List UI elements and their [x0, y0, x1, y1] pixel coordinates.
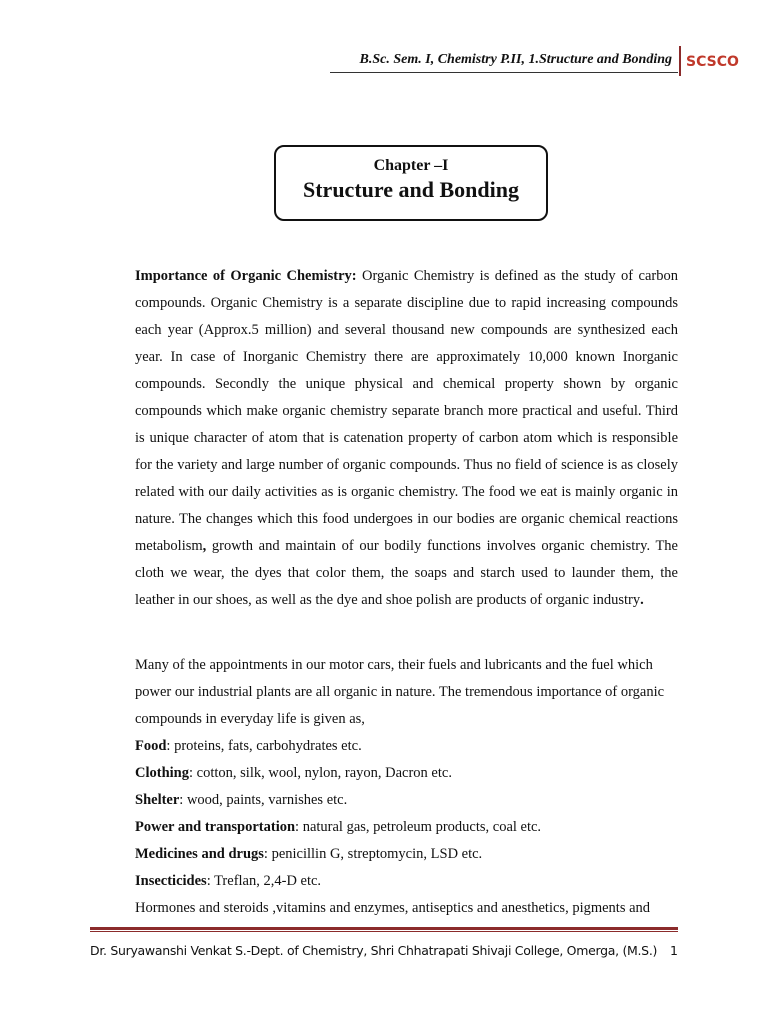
list-item-text: : proteins, fats, carbohydrates etc. [166, 738, 362, 754]
list-item-label: Shelter [135, 792, 180, 808]
paragraph-comma: , [202, 538, 207, 554]
list-item-text: : penicillin G, streptomycin, LSD etc. [263, 846, 483, 862]
paragraph-period: . [640, 592, 644, 608]
list-item [135, 733, 678, 760]
list-item-label: Insecticides [135, 873, 207, 889]
chapter-label: Chapter –I [373, 157, 449, 174]
list-item [135, 787, 678, 814]
list-item-label: Clothing [135, 765, 189, 781]
applications-last-line: Hormones and steroids ,vitamins and enzymes, antiseptics and anesthetics, pigments and [135, 900, 651, 916]
footer-rule-thin [90, 931, 678, 932]
page-footer [90, 940, 678, 962]
header-divider [679, 46, 681, 76]
header-brand: SCSCO [686, 54, 739, 70]
applications-intro: Many of the appointments in our motor cars, their fuels and lubricants and the fuel which power our industrial plants are all organic in nature. The tremendous importance of organic compounds in everyday life is given as, [135, 657, 665, 727]
paragraph-text: Organic Chemistry is defined as the study of carbon compounds. Organic Chemistry is a separate discipline due to rapid increasing compounds each year (Approx.5 million) and several thousand new compounds are synthesized each year. In case of Inorganic Chemistry there are approximately 10,000 known Inorganic compounds. Secondly the unique physical and chemical property shown by organic compounds which make organic chemistry separate branch more practical and useful. Third is unique character of atom that is catenation property of carbon atom which is responsible for the variety and large number of organic compounds. Thus no field of science is as closely related with our daily activities as is organic chemistry. The food we eat is mainly organic in nature. The changes which this food undergoes in our bodies are organic chemical reactions metabolism [135, 268, 678, 554]
list-item-label: Food [135, 738, 167, 754]
chapter-title: Structure and Bonding [303, 177, 519, 202]
paragraph-text-continued: growth and maintain of our bodily functions involves organic chemistry. The cloth we wear, the dyes that color them, the soaps and starch used to launder them, the leather in our shoes, as well as the dye and shoe polish are products of organic industry [135, 538, 678, 608]
header-title: B.Sc. Sem. I, Chemistry P.II, 1.Structure and Bonding [359, 52, 672, 67]
list-item [135, 814, 678, 841]
list-item-text: : Treflan, 2,4-D etc. [206, 873, 322, 889]
footer-rule [90, 927, 678, 930]
list-item-text: : natural gas, petroleum products, coal etc. [295, 819, 542, 835]
paragraph-importance [135, 263, 678, 614]
footer-author: Dr. Suryawanshi Venkat S.-Dept. of Chemistry, Shri Chhatrapati Shivaji College, Omerga, (M.S.) [90, 943, 658, 958]
list-item [135, 868, 678, 895]
list-item-label: Medicines and drugs [135, 846, 264, 862]
list-item-label: Power and transportation [135, 819, 296, 835]
header-rule [330, 72, 678, 73]
chapter-heading-box [274, 145, 548, 221]
list-item [135, 841, 678, 868]
page-header [0, 44, 768, 78]
list-item [135, 760, 678, 787]
list-item-text: : wood, paints, varnishes etc. [179, 792, 348, 808]
page-number: 1 [670, 943, 678, 958]
paragraph-applications [135, 652, 678, 922]
list-item-text: : cotton, silk, wool, nylon, rayon, Dacron etc. [189, 765, 452, 781]
paragraph-lead: Importance of Organic Chemistry: [135, 268, 357, 284]
